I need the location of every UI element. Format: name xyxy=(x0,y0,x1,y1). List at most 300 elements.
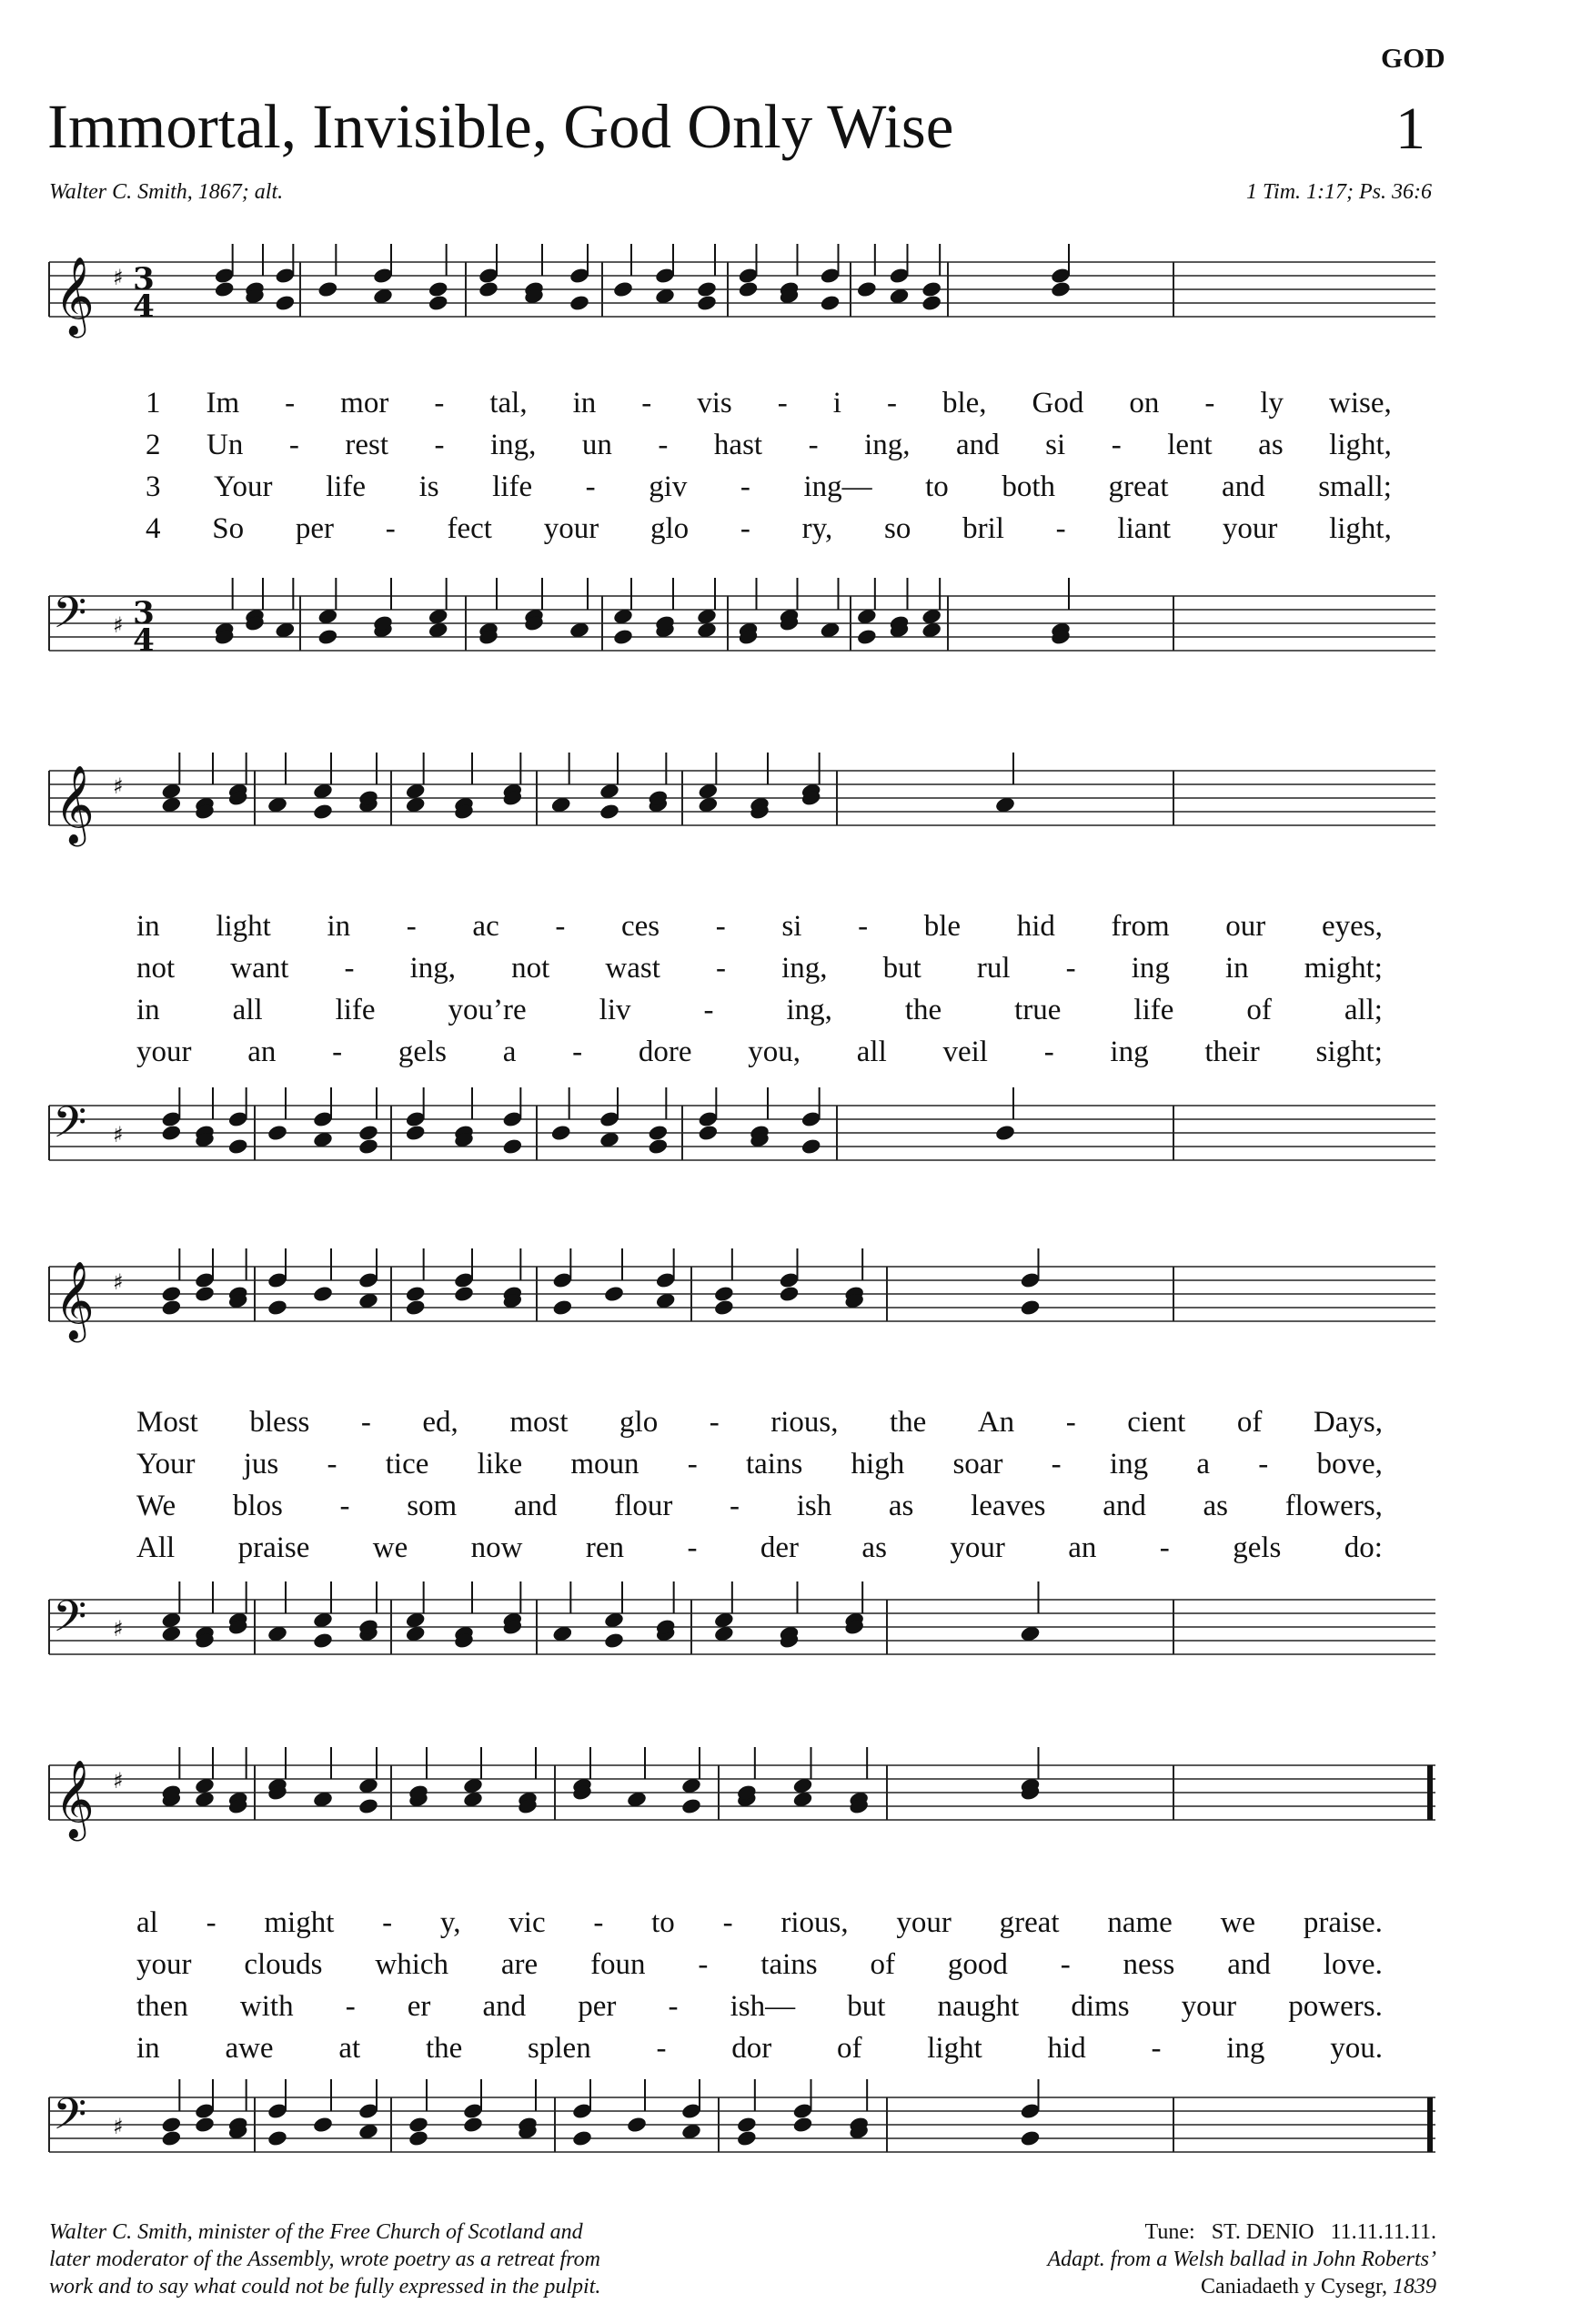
lyric-syllable: from xyxy=(1111,910,1170,943)
lyric-syllable: and xyxy=(1222,470,1265,503)
lyric-syllable: flour xyxy=(614,1490,673,1522)
syllable-hyphen: - xyxy=(698,1948,709,1981)
lyric-syllable: with xyxy=(239,1990,294,2023)
lyric-syllable: name xyxy=(1107,1906,1173,1939)
lyric-syllable: our xyxy=(1225,910,1266,943)
note-head xyxy=(552,1298,574,1317)
syllable-hyphen: - xyxy=(715,952,726,985)
lyric-syllable: 3 xyxy=(146,470,161,503)
lyric-syllable: 2 xyxy=(146,429,161,461)
lyric-syllable: liant xyxy=(1117,512,1172,545)
note-head xyxy=(603,1285,625,1303)
syllable-hyphen: - xyxy=(385,512,396,545)
lyric-syllable: and xyxy=(513,1490,558,1522)
key-signature-sharp-icon: ♯ xyxy=(113,1269,124,1295)
syllable-hyphen: - xyxy=(285,387,296,419)
note-head xyxy=(736,2129,758,2147)
note-head xyxy=(428,280,449,298)
lyric-syllable: tains xyxy=(760,1948,818,1981)
lyric-line xyxy=(136,952,1383,985)
lyric-syllable: 1 xyxy=(146,387,161,419)
lyric-syllable: an xyxy=(1068,1531,1097,1564)
lyric-line xyxy=(136,1448,1383,1481)
lyric-syllable: all xyxy=(232,994,263,1026)
note-head xyxy=(267,1298,288,1317)
lyric-syllable: we xyxy=(1220,1906,1256,1939)
syllable-hyphen: - xyxy=(777,387,788,419)
time-signature-numerator: 3 xyxy=(133,595,155,632)
lyric-syllable: as xyxy=(1258,429,1284,461)
tune-source: Caniadaeth y Cysegr, xyxy=(1201,2275,1387,2299)
lyric-syllable: ac xyxy=(472,910,499,943)
lyric-syllable: all; xyxy=(1344,994,1383,1026)
lyric-syllable: light, xyxy=(1329,429,1392,461)
lyric-syllable: gels xyxy=(1233,1531,1282,1564)
note-head xyxy=(267,2129,288,2147)
lyric-syllable: you, xyxy=(748,1036,801,1068)
note-head xyxy=(713,1298,735,1317)
lyric-syllable: Im xyxy=(206,387,240,419)
bass-clef-icon: 𝄢 xyxy=(53,587,87,649)
lyric-syllable: do: xyxy=(1344,1531,1383,1564)
lyric-syllable: jus xyxy=(243,1448,279,1480)
lyric-syllable: dor xyxy=(731,2032,772,2065)
note-head xyxy=(713,1285,735,1303)
lyric-syllable: love. xyxy=(1323,1948,1383,1981)
lyric-syllable: eyes, xyxy=(1321,910,1383,943)
lyric-syllable: er xyxy=(407,1990,431,2023)
syllable-hyphen: - xyxy=(703,994,714,1026)
note-head xyxy=(502,1137,524,1156)
syllable-hyphen: - xyxy=(668,1990,679,2023)
lyric-syllable: naught xyxy=(937,1990,1020,2023)
note-head xyxy=(312,1285,334,1303)
lyric-syllable: now xyxy=(470,1531,523,1564)
syllable-hyphen: - xyxy=(1065,1406,1076,1439)
note-head xyxy=(856,280,878,298)
lyric-syllable: y, xyxy=(439,1906,461,1939)
syllable-hyphen: - xyxy=(1204,387,1215,419)
syllable-hyphen: - xyxy=(1060,1948,1071,1981)
note-head xyxy=(161,2129,183,2147)
note-head xyxy=(626,2116,648,2134)
lyric-syllable: ness xyxy=(1123,1948,1175,1981)
note-head xyxy=(569,294,590,312)
syllable-hyphen: - xyxy=(709,1406,720,1439)
lyric-syllable: want xyxy=(230,952,289,985)
lyric-syllable: Most xyxy=(136,1406,198,1439)
key-signature-sharp-icon: ♯ xyxy=(113,1616,124,1642)
lyric-syllable: might; xyxy=(1304,952,1383,985)
syllable-hyphen: - xyxy=(656,2032,667,2065)
lyric-syllable: of xyxy=(870,1948,895,1981)
syllable-hyphen: - xyxy=(641,387,652,419)
note-head xyxy=(161,1285,183,1303)
lyric-syllable: dims xyxy=(1071,1990,1130,2023)
lyric-syllable: so xyxy=(883,512,911,545)
lyric-syllable: ing, xyxy=(864,429,911,461)
lyric-syllable: sight; xyxy=(1315,1036,1383,1068)
note-head xyxy=(161,2116,183,2134)
lyric-syllable: light, xyxy=(1329,512,1392,545)
lyric-syllable: might xyxy=(264,1906,335,1939)
lyric-syllable: per xyxy=(578,1990,617,2023)
lyric-syllable: glo xyxy=(619,1406,659,1439)
note-head xyxy=(317,280,339,298)
treble-clef-icon: 𝄞 xyxy=(55,257,95,335)
lyric-syllable: as xyxy=(888,1490,914,1522)
note-head xyxy=(462,2116,484,2134)
lyric-syllable: soar xyxy=(952,1448,1003,1480)
lyric-line xyxy=(146,429,1392,462)
lyric-syllable: their xyxy=(1204,1036,1260,1068)
lyric-syllable: clouds xyxy=(244,1948,323,1981)
lyric-syllable: der xyxy=(760,1531,800,1564)
hymn-number: 1 xyxy=(1395,96,1425,162)
lyric-syllable: ly xyxy=(1260,387,1284,419)
section-heading: GOD xyxy=(1381,42,1445,74)
lyric-syllable: you. xyxy=(1330,2032,1383,2065)
lyric-line xyxy=(136,1490,1383,1523)
note-head xyxy=(779,1285,801,1303)
note-head xyxy=(275,294,297,312)
note-head xyxy=(550,1124,572,1142)
lyric-syllable: life xyxy=(1133,994,1174,1026)
note-head xyxy=(312,1632,334,1650)
lyric-syllable: rul xyxy=(976,952,1011,985)
lyric-line xyxy=(146,512,1392,546)
author-note xyxy=(49,2218,600,2300)
note-head xyxy=(453,1285,475,1303)
syllable-hyphen: - xyxy=(434,387,445,419)
note-head xyxy=(428,294,449,312)
lyric-syllable: true xyxy=(1014,994,1062,1026)
note-head xyxy=(698,1124,720,1142)
lyric-syllable: to xyxy=(651,1906,675,1939)
lyric-syllable: ing xyxy=(1109,1448,1149,1480)
tune-source-year: 1839 xyxy=(1393,2275,1436,2299)
lyric-syllable: foun xyxy=(590,1948,646,1981)
note-head xyxy=(194,1285,216,1303)
note-head xyxy=(680,1797,702,1815)
lyric-syllable: splen xyxy=(528,2032,591,2065)
note-head xyxy=(214,280,236,298)
tune-label: Tune: xyxy=(1144,2220,1195,2244)
lyric-syllable: the xyxy=(890,1406,927,1439)
note-head xyxy=(820,294,841,312)
bass-clef-icon: 𝄢 xyxy=(53,1591,87,1652)
lyric-line xyxy=(146,470,1392,504)
key-signature-sharp-icon: ♯ xyxy=(113,612,124,638)
syllable-hyphen: - xyxy=(1159,1531,1170,1564)
syllable-hyphen: - xyxy=(858,910,869,943)
lyric-syllable: hid xyxy=(1047,2032,1086,2065)
lyric-syllable: God xyxy=(1032,387,1084,419)
tune-name: ST. DENIO xyxy=(1211,2220,1314,2244)
syllable-hyphen: - xyxy=(555,910,566,943)
key-signature-sharp-icon: ♯ xyxy=(113,773,124,799)
note-head xyxy=(408,2129,429,2147)
lyric-syllable: a xyxy=(502,1036,517,1068)
lyric-syllable: is xyxy=(418,470,439,503)
note-head xyxy=(571,2129,593,2147)
note-head xyxy=(612,280,634,298)
author-note-line: Walter C. Smith, minister of the Free Church of Scotland and xyxy=(49,2220,583,2244)
note-head xyxy=(357,1124,379,1142)
syllable-hyphen: - xyxy=(360,1406,371,1439)
lyric-syllable: like xyxy=(477,1448,523,1480)
lyric-syllable: a xyxy=(1196,1448,1210,1480)
note-head xyxy=(161,1124,183,1142)
lyric-syllable: ing xyxy=(1110,1036,1149,1068)
lyric-syllable: All xyxy=(136,1531,176,1564)
lyric-syllable: but xyxy=(847,1990,886,2023)
syllable-hyphen: - xyxy=(687,1531,698,1564)
syllable-hyphen: - xyxy=(327,1448,337,1480)
lyric-syllable: your xyxy=(136,1948,192,1981)
lyric-syllable: the xyxy=(425,2032,463,2065)
lyric-syllable: bless xyxy=(249,1406,310,1439)
syllable-hyphen: - xyxy=(206,1906,216,1939)
lyric-syllable: We xyxy=(136,1490,176,1522)
note-head xyxy=(921,294,942,312)
lyric-syllable: veil xyxy=(942,1036,988,1068)
lyric-syllable: in xyxy=(136,2032,160,2065)
note-head xyxy=(405,1285,427,1303)
syllable-hyphen: - xyxy=(886,387,897,419)
lyric-syllable: si xyxy=(1045,429,1066,461)
lyric-syllable: you’re xyxy=(448,994,527,1026)
lyric-syllable: wast xyxy=(605,952,660,985)
lyric-syllable: un xyxy=(581,429,612,461)
lyric-syllable: not xyxy=(511,952,550,985)
lyric-syllable: of xyxy=(1246,994,1272,1026)
lyric-syllable: Un xyxy=(206,429,244,461)
lyric-syllable: mor xyxy=(340,387,389,419)
lyric-syllable: hid xyxy=(1016,910,1055,943)
lyric-syllable: most xyxy=(509,1406,569,1439)
syllable-hyphen: - xyxy=(339,1490,350,1522)
lyric-syllable: great xyxy=(1108,470,1169,503)
lyric-syllable: flowers, xyxy=(1284,1490,1383,1522)
lyric-syllable: of xyxy=(837,2032,862,2065)
hymn-title: Immortal, Invisible, God Only Wise xyxy=(47,92,954,161)
lyric-syllable: not xyxy=(136,952,176,985)
lyric-syllable: life xyxy=(492,470,533,503)
lyric-syllable: as xyxy=(1203,1490,1229,1522)
lyric-syllable: ing, xyxy=(409,952,457,985)
lyric-syllable: dore xyxy=(638,1036,692,1068)
lyric-syllable: tice xyxy=(385,1448,429,1480)
author-credit: Walter C. Smith, 1867; alt. xyxy=(49,180,284,204)
lyric-syllable: the xyxy=(904,994,942,1026)
lyric-syllable: ble, xyxy=(942,387,987,419)
lyric-syllable: tal, xyxy=(489,387,528,419)
lyric-syllable: Your xyxy=(136,1448,196,1480)
scripture-reference: 1 Tim. 1:17; Ps. 36:6 xyxy=(1246,180,1432,204)
note-head xyxy=(317,628,339,646)
lyric-syllable: praise xyxy=(237,1531,310,1564)
lyric-syllable: life xyxy=(326,470,367,503)
lyric-syllable: good xyxy=(947,1948,1008,1981)
lyric-syllable: small; xyxy=(1318,470,1392,503)
lyric-syllable: Days, xyxy=(1313,1406,1383,1439)
syllable-hyphen: - xyxy=(722,1906,733,1939)
syllable-hyphen: - xyxy=(1065,952,1076,985)
key-signature-sharp-icon: ♯ xyxy=(113,265,124,290)
lyric-syllable: powers. xyxy=(1288,1990,1383,2023)
lyric-syllable: hast xyxy=(713,429,763,461)
lyric-syllable: ing, xyxy=(490,429,537,461)
lyric-syllable: i xyxy=(832,387,841,419)
lyric-syllable: vis xyxy=(697,387,732,419)
syllable-hyphen: - xyxy=(1111,429,1122,461)
lyric-syllable: ed, xyxy=(422,1406,458,1439)
note-head xyxy=(921,280,942,298)
lyric-syllable: your xyxy=(136,1036,192,1068)
lyric-syllable: high xyxy=(851,1448,905,1480)
lyric-syllable: to xyxy=(925,470,949,503)
lyric-line xyxy=(146,387,1392,420)
syllable-hyphen: - xyxy=(382,1906,393,1939)
note-head xyxy=(736,2116,758,2134)
lyric-syllable: your xyxy=(1222,512,1278,545)
time-signature-denominator: 4 xyxy=(133,288,155,325)
lyric-syllable: in xyxy=(136,994,160,1026)
lyric-syllable: per xyxy=(295,512,334,545)
time-signature-numerator: 3 xyxy=(133,261,155,298)
lyric-syllable: rest xyxy=(345,429,388,461)
lyric-syllable: al xyxy=(136,1906,158,1939)
lyric-syllable: light xyxy=(216,910,271,943)
lyric-syllable: So xyxy=(212,512,245,545)
note-head xyxy=(161,1298,183,1317)
lyric-syllable: then xyxy=(136,1990,188,2023)
lyric-syllable: glo xyxy=(649,512,690,545)
syllable-hyphen: - xyxy=(808,429,819,461)
treble-clef-icon: 𝄞 xyxy=(55,1760,95,1838)
lyric-syllable: lent xyxy=(1167,429,1213,461)
lyric-syllable: as xyxy=(861,1531,887,1564)
syllable-hyphen: - xyxy=(1051,1448,1062,1480)
syllable-hyphen: - xyxy=(406,910,417,943)
lyric-syllable: and xyxy=(956,429,1000,461)
syllable-hyphen: - xyxy=(1151,2032,1162,2065)
note-head xyxy=(801,1137,822,1156)
lyric-line xyxy=(136,1948,1383,1982)
syllable-hyphen: - xyxy=(332,1036,343,1068)
lyric-line xyxy=(136,1906,1383,1940)
tune-meter: 11.11.11.11. xyxy=(1330,2220,1436,2244)
lyric-syllable: ren xyxy=(585,1531,625,1564)
lyric-syllable: ces xyxy=(621,910,660,943)
lyric-syllable: at xyxy=(338,2032,361,2065)
lyric-syllable: blos xyxy=(232,1490,283,1522)
note-head xyxy=(312,803,334,821)
lyric-syllable: which xyxy=(375,1948,449,1981)
lyric-syllable: fect xyxy=(447,512,492,545)
author-note-line: work and to say what could not be fully expressed in the pulpit. xyxy=(49,2275,601,2299)
lyric-syllable: bove, xyxy=(1316,1448,1383,1480)
syllable-hyphen: - xyxy=(585,470,596,503)
note-head xyxy=(312,2116,334,2134)
syllable-hyphen: - xyxy=(730,1490,740,1522)
lyric-syllable: ble xyxy=(923,910,962,943)
lyric-syllable: si xyxy=(781,910,802,943)
lyric-syllable: and xyxy=(482,1990,527,2023)
treble-clef-icon: 𝄞 xyxy=(55,1261,95,1339)
note-head xyxy=(648,1137,670,1156)
lyric-syllable: of xyxy=(1236,1406,1263,1439)
lyric-syllable: your xyxy=(896,1906,952,1939)
syllable-hyphen: - xyxy=(1043,1036,1054,1068)
note-head xyxy=(227,1137,249,1156)
bass-clef-icon: 𝄢 xyxy=(53,2088,87,2150)
lyric-line xyxy=(136,910,1383,944)
lyric-syllable: giv xyxy=(649,470,688,503)
lyric-syllable: 4 xyxy=(146,512,161,545)
lyric-syllable: rious, xyxy=(780,1906,849,1939)
syllable-hyphen: - xyxy=(1258,1448,1269,1480)
note-head xyxy=(1020,1298,1042,1317)
note-head xyxy=(1050,280,1072,298)
lyric-syllable: an xyxy=(247,1036,277,1068)
lyric-syllable: life xyxy=(335,994,376,1026)
lyric-syllable: are xyxy=(500,1948,539,1981)
lyric-syllable: bril xyxy=(962,512,1004,545)
note-head xyxy=(194,2116,216,2134)
syllable-hyphen: - xyxy=(1055,512,1066,545)
lyric-line xyxy=(136,1990,1383,2024)
tune-credit xyxy=(1047,2218,1436,2300)
syllable-hyphen: - xyxy=(740,512,750,545)
lyric-syllable: tains xyxy=(745,1448,803,1480)
note-head xyxy=(696,280,718,298)
note-head xyxy=(648,1124,670,1142)
lyric-syllable: ing, xyxy=(786,994,832,1026)
note-head xyxy=(405,1124,427,1142)
lyric-syllable: in xyxy=(327,910,351,943)
lyric-syllable: in xyxy=(136,910,160,943)
syllable-hyphen: - xyxy=(658,429,669,461)
lyric-syllable: all xyxy=(856,1036,887,1068)
lyric-syllable: liv xyxy=(599,994,631,1026)
lyric-syllable: light xyxy=(927,2032,982,2065)
lyric-syllable: som xyxy=(407,1490,458,1522)
key-signature-sharp-icon: ♯ xyxy=(113,2114,124,2139)
lyric-syllable: cient xyxy=(1127,1406,1186,1439)
note-head xyxy=(994,1124,1016,1142)
tune-adaptation: Adapt. from a Welsh ballad in John Roberts’ xyxy=(1047,2248,1436,2271)
note-head xyxy=(738,280,760,298)
syllable-hyphen: - xyxy=(715,910,726,943)
note-head xyxy=(357,1797,379,1815)
lyric-syllable: your xyxy=(1181,1990,1237,2023)
lyric-syllable: rious, xyxy=(770,1406,839,1439)
lyric-syllable: your xyxy=(543,512,599,545)
bass-clef-icon: 𝄢 xyxy=(53,1096,87,1158)
lyric-syllable: and xyxy=(1227,1948,1271,1981)
lyric-syllable: great xyxy=(999,1906,1060,1939)
key-signature-sharp-icon: ♯ xyxy=(113,1122,124,1147)
lyric-syllable: both xyxy=(1002,470,1056,503)
time-signature-denominator: 4 xyxy=(133,622,155,659)
lyric-syllable: ing— xyxy=(803,470,872,503)
note-head xyxy=(599,803,620,821)
lyric-syllable: An xyxy=(977,1406,1015,1439)
lyric-syllable: in xyxy=(1224,952,1249,985)
lyric-line xyxy=(136,994,1383,1027)
